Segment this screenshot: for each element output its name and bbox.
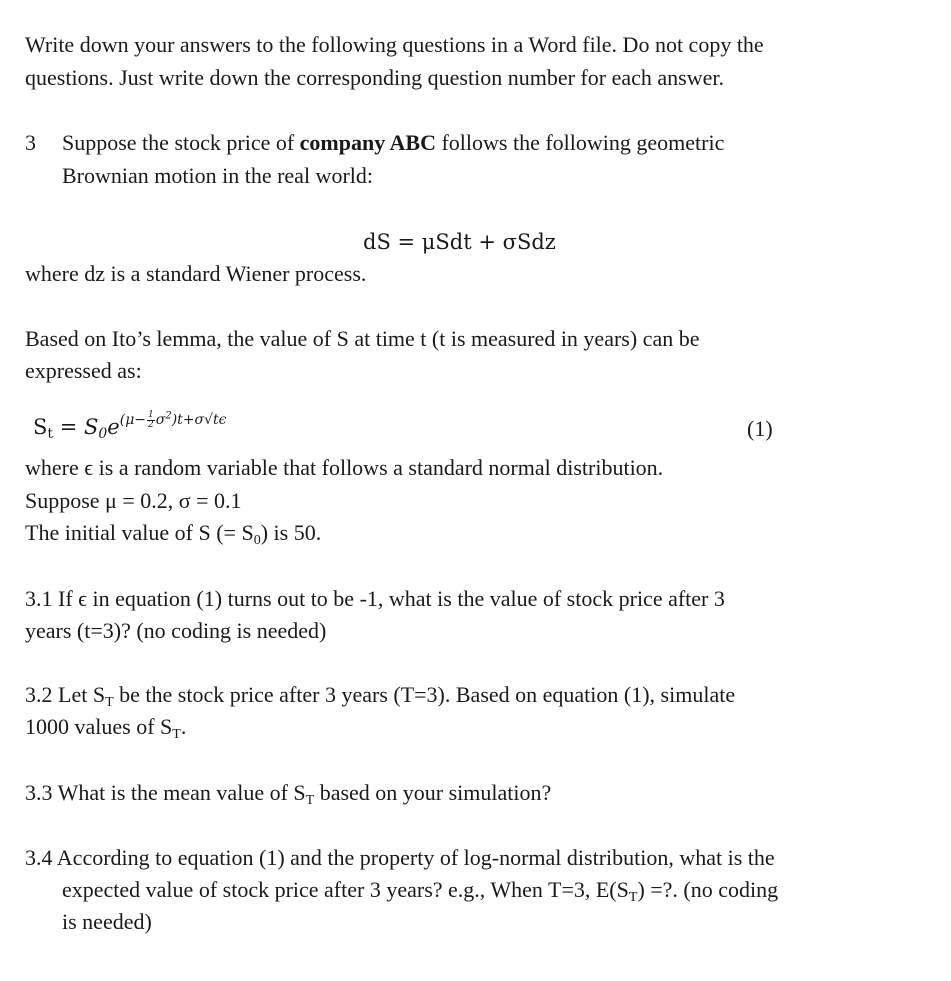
eq-exp-sigma: σ bbox=[155, 412, 166, 428]
instructions-line-2: questions. Just write down the corresponding question number for each answer. bbox=[25, 65, 724, 90]
q32-line-2 bbox=[25, 712, 186, 742]
q34-line-2 bbox=[62, 875, 778, 905]
initial-value-text bbox=[25, 518, 321, 548]
eq-exp-open: (μ− bbox=[119, 412, 147, 428]
initial-text-a: The initial value of S (= S bbox=[25, 520, 254, 545]
eq-frac-num: 1 bbox=[148, 409, 154, 420]
q33-text-a: 3.3 What is the mean value of S bbox=[25, 780, 306, 805]
question-3-number: 3 bbox=[25, 130, 36, 155]
intro-text-b: follows the following geometric bbox=[435, 130, 725, 155]
instructions-line-1: Write down your answers to the following questions in a Word file. Do not copy the bbox=[25, 32, 764, 57]
initial-sub: 0 bbox=[253, 533, 261, 548]
eq-equals: = bbox=[53, 415, 84, 439]
q34-line-1: 3.4 According to equation (1) and the property of log-normal distribution, what is the bbox=[25, 845, 775, 870]
ito-equation bbox=[33, 409, 227, 445]
eq-rhs-e: e bbox=[107, 415, 120, 439]
where-epsilon-text: where ϵ is a random variable that follows a standard normal distribution. bbox=[25, 455, 664, 480]
q33-sub: T bbox=[305, 793, 315, 808]
eq-rhs-base: S bbox=[83, 415, 99, 439]
question-3-intro-line-1 bbox=[62, 128, 724, 158]
intro-text-a: Suppose the stock price of bbox=[62, 130, 300, 155]
eq-lhs-sub: t bbox=[47, 426, 54, 442]
ito-line-1: Based on Ito’s lemma, the value of S at time t (t is measured in years) can be bbox=[25, 326, 700, 351]
ito-line-2: expressed as: bbox=[25, 358, 142, 383]
q32-text-d: . bbox=[180, 714, 187, 739]
q34-text-b: ) =?. (no coding bbox=[637, 877, 779, 902]
eq-exp-sigma-pow: 2 bbox=[165, 410, 172, 422]
q32-text-b: be the stock price after 3 years (T=3). Based on equation (1), simulate bbox=[113, 682, 736, 707]
q32-text-a: 3.2 Let S bbox=[25, 682, 106, 707]
q33-text-b: based on your simulation? bbox=[314, 780, 552, 805]
where-dz-text: where dz is a standard Wiener process. bbox=[25, 261, 367, 286]
equation-number: (1) bbox=[747, 416, 773, 441]
eq-exp-rest: )t+σ√tϵ bbox=[171, 412, 227, 428]
q31-line-1: 3.1 If ϵ in equation (1) turns out to be -1, what is the value of stock price after 3 bbox=[25, 586, 725, 611]
eq-exponent bbox=[119, 409, 227, 430]
eq-rhs-sub: 0 bbox=[98, 426, 108, 442]
q32-line-1 bbox=[25, 680, 735, 710]
q31-line-2: years (t=3)? (no coding is needed) bbox=[25, 618, 327, 643]
q32-sub-1: T bbox=[105, 695, 114, 710]
parameters-text: Suppose μ = 0.2, σ = 0.1 bbox=[25, 488, 242, 513]
sde-equation: dS = μSdt + σSdz bbox=[363, 230, 556, 254]
eq-frac-den: 2 bbox=[148, 419, 154, 430]
eq-lhs: S bbox=[33, 415, 48, 439]
q32-sub-2: T bbox=[172, 727, 181, 742]
q34-line-3: is needed) bbox=[62, 909, 152, 934]
q32-text-c: 1000 values of S bbox=[25, 714, 173, 739]
q34-text-a: expected value of stock price after 3 years? e.g., When T=3, E(S bbox=[62, 877, 629, 902]
q33-line bbox=[25, 778, 551, 808]
q34-sub: T bbox=[628, 890, 638, 905]
eq-fraction bbox=[147, 411, 155, 430]
question-3-intro-line-2: Brownian motion in the real world: bbox=[62, 163, 373, 188]
initial-text-b: ) is 50. bbox=[260, 520, 322, 545]
company-name: company ABC bbox=[299, 130, 436, 155]
